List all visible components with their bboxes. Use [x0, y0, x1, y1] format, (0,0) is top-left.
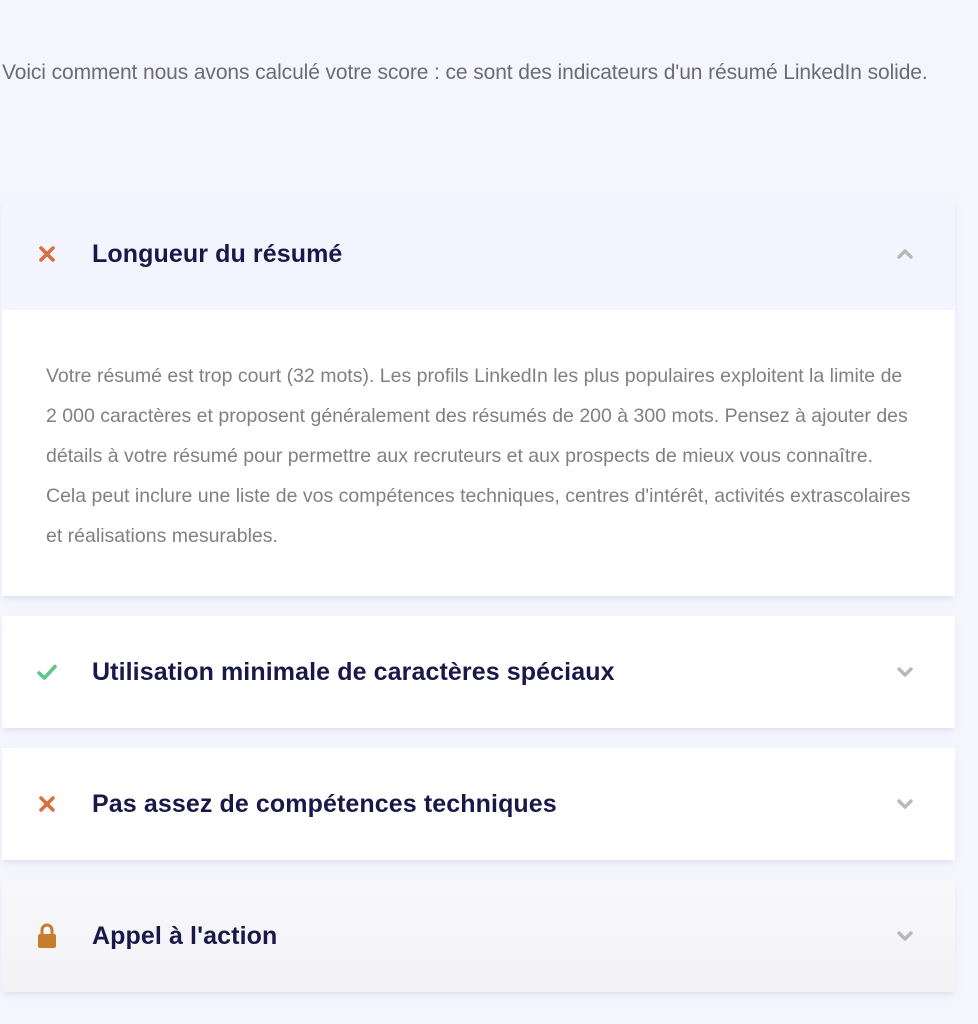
intro-text: Voici comment nous avons calculé votre score : ce sont des indicateurs d'un résumé LinkedIn solide. — [2, 61, 928, 84]
check-icon — [36, 661, 58, 683]
criterion-card-special-characters — [2, 616, 955, 728]
x-icon — [36, 793, 58, 815]
chevron-down-icon[interactable] — [895, 926, 915, 946]
criterion-header-special-characters[interactable] — [2, 616, 955, 728]
criterion-title: Longueur du résumé — [92, 239, 343, 268]
criterion-card-summary-length — [2, 198, 955, 596]
lock-icon — [36, 925, 58, 947]
criterion-title: Utilisation minimale de caractères spéciaux — [92, 657, 615, 686]
criterion-header-call-to-action[interactable] — [2, 880, 955, 992]
chevron-down-icon[interactable] — [895, 662, 915, 682]
criterion-header-technical-skills[interactable] — [2, 748, 955, 860]
chevron-down-icon[interactable] — [895, 794, 915, 814]
criterion-card-call-to-action — [2, 880, 955, 992]
chevron-up-icon[interactable] — [895, 244, 915, 264]
x-icon — [36, 243, 58, 265]
criterion-card-technical-skills — [2, 748, 955, 860]
criteria-list — [2, 198, 955, 1012]
criterion-title: Pas assez de compétences techniques — [92, 789, 557, 818]
criterion-body: Votre résumé est trop court (32 mots). Les profils LinkedIn les plus populaires exploitent la limite de 2 000 caractères et proposent généralement des résumés de 200 à 300 mots. Pensez à ajouter des détails à votre résumé pour permettre aux recruteurs et aux prospects de mieux vous connaître. Cela peut inclure une liste de vos compétences techniques, centres d'intérêt, activités extrascolaires et réalisations mesurables. — [2, 310, 955, 596]
criterion-header-summary-length[interactable] — [2, 198, 955, 310]
criterion-title: Appel à l'action — [92, 921, 278, 950]
